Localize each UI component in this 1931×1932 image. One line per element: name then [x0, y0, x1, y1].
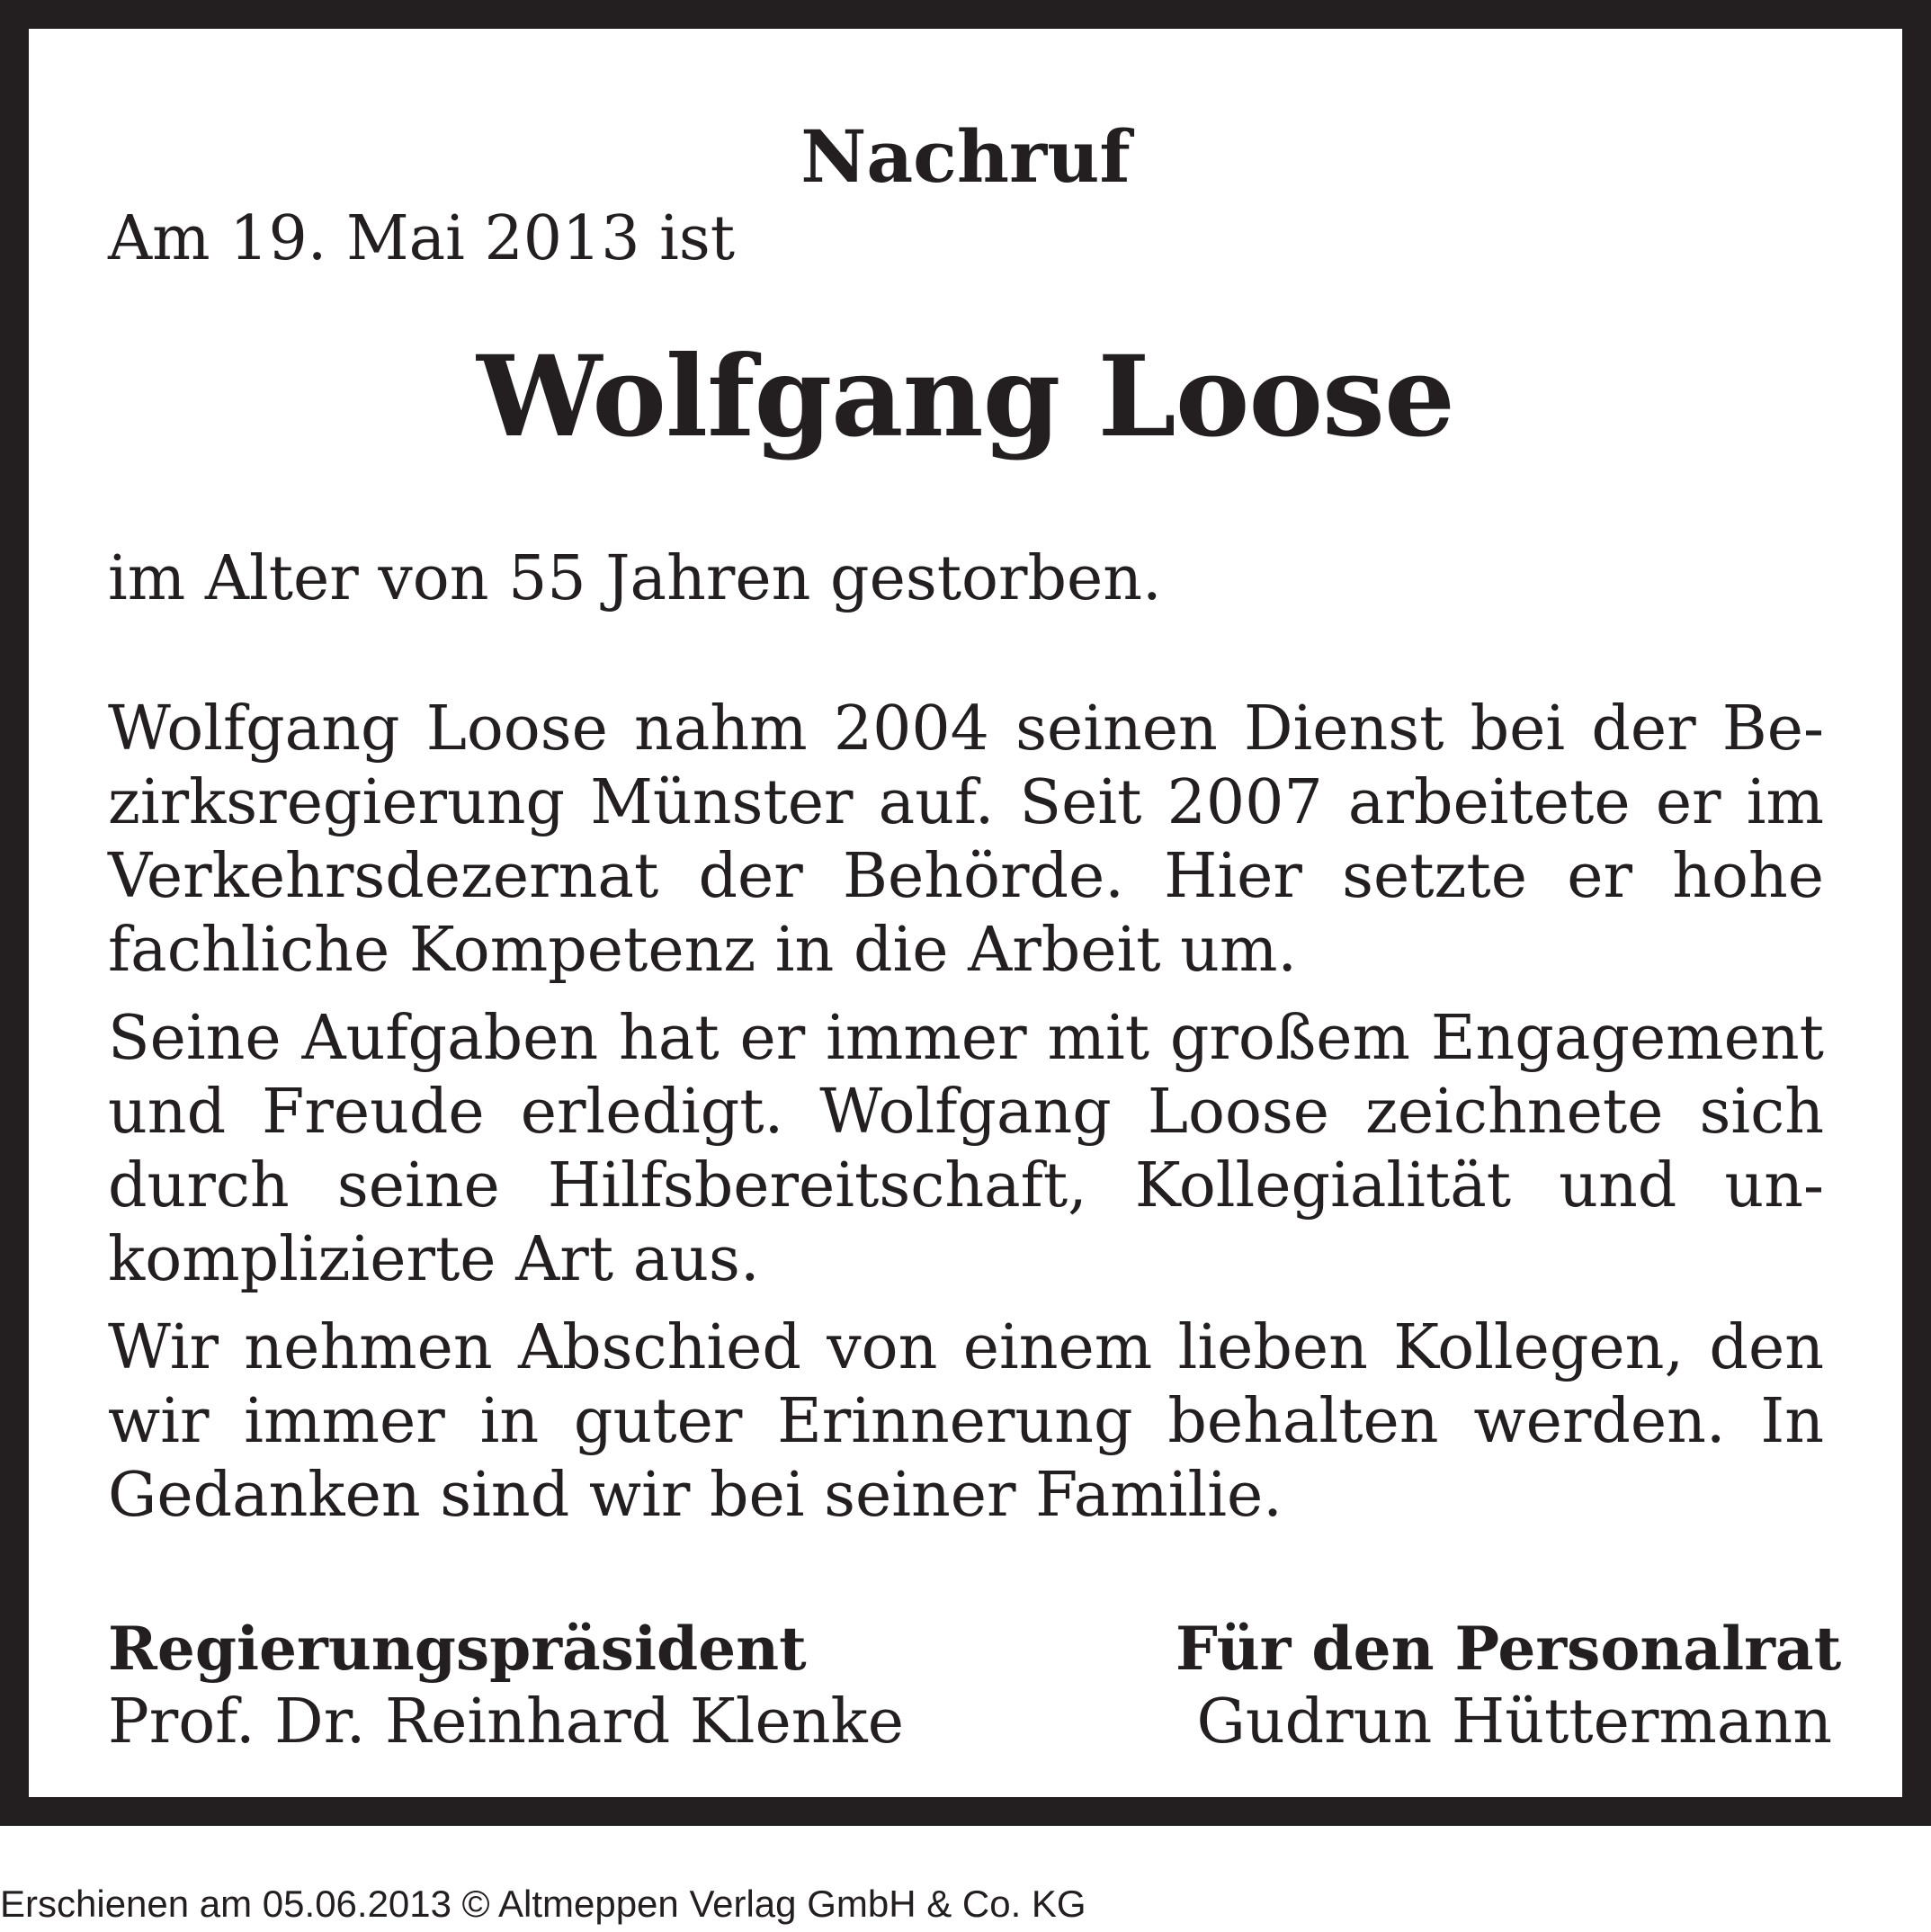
deceased-name: Wolfgang Loose — [477, 332, 1454, 462]
paragraph-line: Seine Aufgaben hat er immer mit großem Engagement — [108, 1003, 1824, 1074]
paragraph-line: und Freude erledigt. Wolfgang Loose zeichnete sich — [108, 1077, 1824, 1148]
date-line: Am 19. Mai 2013 ist — [108, 203, 736, 274]
paragraph-line: Verkehrsdezernat der Behörde. Hier setzte er hohe — [108, 841, 1824, 912]
paragraph-line: durch seine Hilfsbereitschaft, Kollegialität und un- — [108, 1150, 1824, 1221]
paragraph-farewell — [108, 1311, 1824, 1533]
paragraph-line: Wolfgang Loose nahm 2004 seinen Dienst bei der Be- — [108, 693, 1824, 765]
paragraph-line: wir immer in guter Erinnerung behalten werden. In — [108, 1386, 1824, 1457]
signature-name: Gudrun Hüttermann — [1196, 1686, 1832, 1758]
signature-title: Für den Personalrat — [1176, 1614, 1842, 1684]
publication-footer: Erschienen am 05.06.2013 © Altmeppen Verlag GmbH & Co. KG — [0, 1883, 1086, 1925]
paragraph-career — [108, 693, 1824, 988]
age-line: im Alter von 55 Jahren gestorben. — [108, 543, 1162, 614]
signature-left — [108, 1612, 904, 1759]
signature-title: Regierungspräsident — [108, 1614, 807, 1684]
signature-name: Prof. Dr. Reinhard Klenke — [108, 1686, 904, 1758]
paragraph-line: Wir nehmen Abschied von einem lieben Kollegen, den — [108, 1312, 1824, 1383]
paragraph-line: fachliche Kompetenz in die Arbeit um. — [108, 915, 1298, 986]
paragraph-character — [108, 1002, 1824, 1297]
notice-heading: Nachruf — [800, 114, 1131, 199]
signature-right — [1176, 1612, 1842, 1759]
paragraph-line: komplizierte Art aus. — [108, 1224, 760, 1295]
paragraph-line: Gedanken sind wir bei seiner Familie. — [108, 1460, 1283, 1531]
paragraph-line: zirksregierung Münster auf. Seit 2007 arbeitete er im — [108, 767, 1824, 838]
